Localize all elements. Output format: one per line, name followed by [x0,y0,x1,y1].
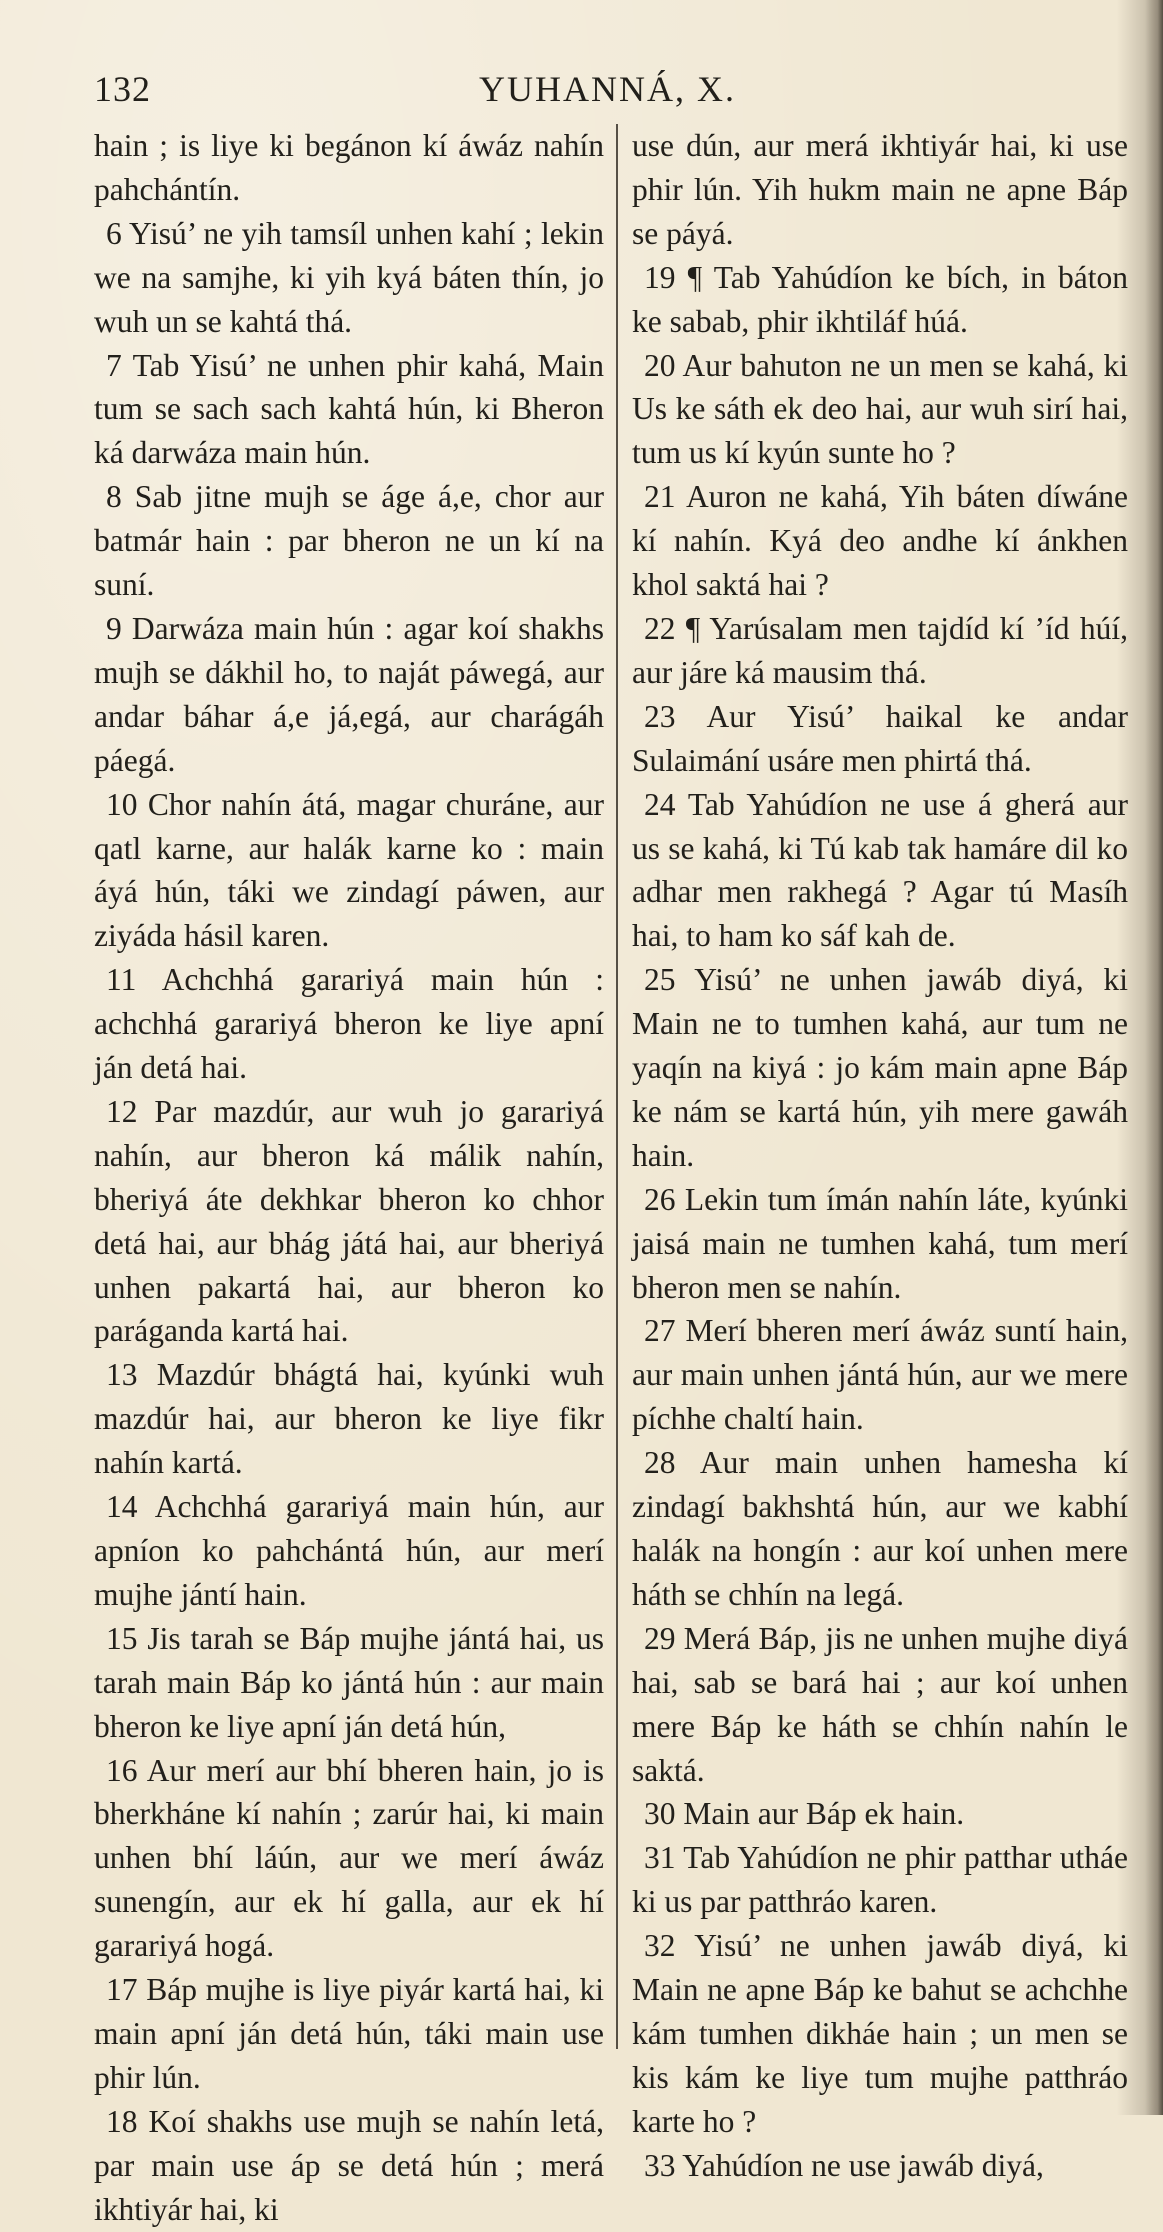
verse-21: 21 Auron ne kahá, Yih báten díwáne kí nahín. Kyá deo andhe kí ánkhen khol saktá hai ? [632,479,1128,603]
verse-12: 12 Par mazdúr, aur wuh jo garariyá nahín, aur bheron ká málik nahín, bheriyá áte dekhkar bheron ko chhor detá hai, aur bhág játá hai, aur bheriyá unhen pakartá hai, aur bheron ko paráganda kartá hai. [94,1093,604,1349]
verse-19: 19 ¶ Tab Yahúdíon ke bích, in báton ke sabab, phir ikhtiláf húá. [632,259,1128,339]
page-number: 132 [94,69,151,109]
page-header [94,68,1144,118]
verse-6: 6 Yisú’ ne yih tamsíl unhen kahí ; lekin we na samjhe, ki yih kyá báten thín, jo wuh un se kahtá thá. [94,215,604,339]
verse-25: 25 Yisú’ ne unhen jawáb diyá, ki Main ne to tumhen kahá, aur tum ne yaqín na kiyá : jo kám main apne Báp ke nám se kartá hún, yih mere gawáh hain. [632,962,1128,1173]
verse-20: 20 Aur bahuton ne un men se kahá, ki Us ke sáth ek deo hai, aur wuh sirí hai, tum us kí kyún sunte ho ? [632,347,1128,471]
verse-7: 7 Tab Yisú’ ne unhen phir kahá, Main tum se sach sach kahtá hún, ki Bheron ká darwáza main hún. [94,347,604,471]
verse-27: 27 Merí bheren merí áwáz suntí hain, aur main unhen jántá hún, aur we mere píchhe chaltí hain. [632,1313,1128,1437]
verse-26: 26 Lekin tum ímán nahín láte, kyúnki jaisá main ne tumhen kahá, tum merí bheron men se nahín. [632,1181,1128,1305]
verse-16: 16 Aur merí aur bhí bheren hain, jo is bherkháne kí nahín ; zarúr hai, ki main unhen bhí láún, aur we merí áwáz sunengín, aur ek hí galla, aur ek hí garariyá hogá. [94,1752,604,1964]
verse-14: 14 Achchhá garariyá main hún, aur apníon ko pahchántá hún, aur merí mujhe jántí hain. [94,1489,604,1612]
verse-33: 33 Yahúdíon ne use jawáb diyá, [644,2147,1044,2183]
page-edge-shadow [1145,0,1163,2115]
verse-32: 32 Yisú’ ne unhen jawáb diyá, ki Main ne apne Báp ke bahut se achchhe kám tumhen dikháe hain ; un men se kis kám ke liye tum mujhe patthráo karte ho ? [632,1928,1128,2139]
verse-5-continuation: hain ; is liye ki begánon kí áwáz nahín pahchántín. [94,128,604,207]
verse-24: 24 Tab Yahúdíon ne use á gherá aur us se kahá, ki Tú kab tak hamáre dil ko adhar men rakhegá ? Agar tú Masíh hai, to ham ko sáf kah de. [632,786,1128,954]
running-head: YUHANNÁ, X. [479,69,736,109]
verse-15: 15 Jis tarah se Báp mujhe jántá hai, us tarah main Báp ko jántá hún : aur main bheron ke liye apní ján detá hún, [94,1620,604,1744]
verse-23: 23 Aur Yisú’ haikal ke andar Sulaimání usáre men phirtá thá. [632,698,1128,778]
verse-10: 10 Chor nahín átá, magar churáne, aur qatl karne, aur halák karne ko : main áyá hún, táki we zindagí páwen, aur ziyáda hásil karen. [94,786,604,954]
left-column [94,124,604,2232]
verse-30: 30 Main aur Báp ek hain. [644,1796,965,1832]
verse-31: 31 Tab Yahúdíon ne phir patthar utháe ki us par patthráo karen. [632,1840,1128,1920]
right-column [632,124,1128,2188]
verse-18-continuation: use dún, aur merá ikhtiyár hai, ki use phir lún. Yih hukm main ne apne Báp se páyá. [632,128,1128,251]
column-divider [616,124,618,2049]
verse-28: 28 Aur main unhen hamesha kí zindagí bakhshtá hún, aur we kabhí halák na hongín : aur koí unhen mere háth se chhín na legá. [632,1445,1128,1612]
verse-17: 17 Báp mujhe is liye piyár kartá hai, ki main apní ján detá hún, táki main use phir lún. [94,1972,604,2095]
verse-8: 8 Sab jitne mujh se áge á,e, chor aur batmár hain : par bheron ne un kí na suní. [94,479,604,603]
verse-22: 22 ¶ Yarúsalam men tajdíd kí ’íd húí, aur járe ká mausim thá. [632,610,1128,690]
verse-9: 9 Darwáza main hún : agar koí shakhs mujh se dákhil ho, to naját páwegá, aur andar báhar á,e já,egá, aur charágáh páegá. [94,610,604,778]
verse-11: 11 Achchhá garariyá main hún : achchhá garariyá bheron ke liye apní ján detá hai. [94,962,604,1086]
verse-13: 13 Mazdúr bhágtá hai, kyúnki wuh mazdúr hai, aur bheron ke liye fikr nahín kartá. [94,1357,604,1481]
verse-29: 29 Merá Báp, jis ne unhen mujhe diyá hai, sab se bará hai ; aur koí unhen mere Báp ke háth se chhín nahín le saktá. [632,1620,1128,1788]
verse-18: 18 Koí shakhs use mujh se nahín letá, par main use áp se detá hún ; merá ikhtiyár hai, ki [94,2103,604,2227]
